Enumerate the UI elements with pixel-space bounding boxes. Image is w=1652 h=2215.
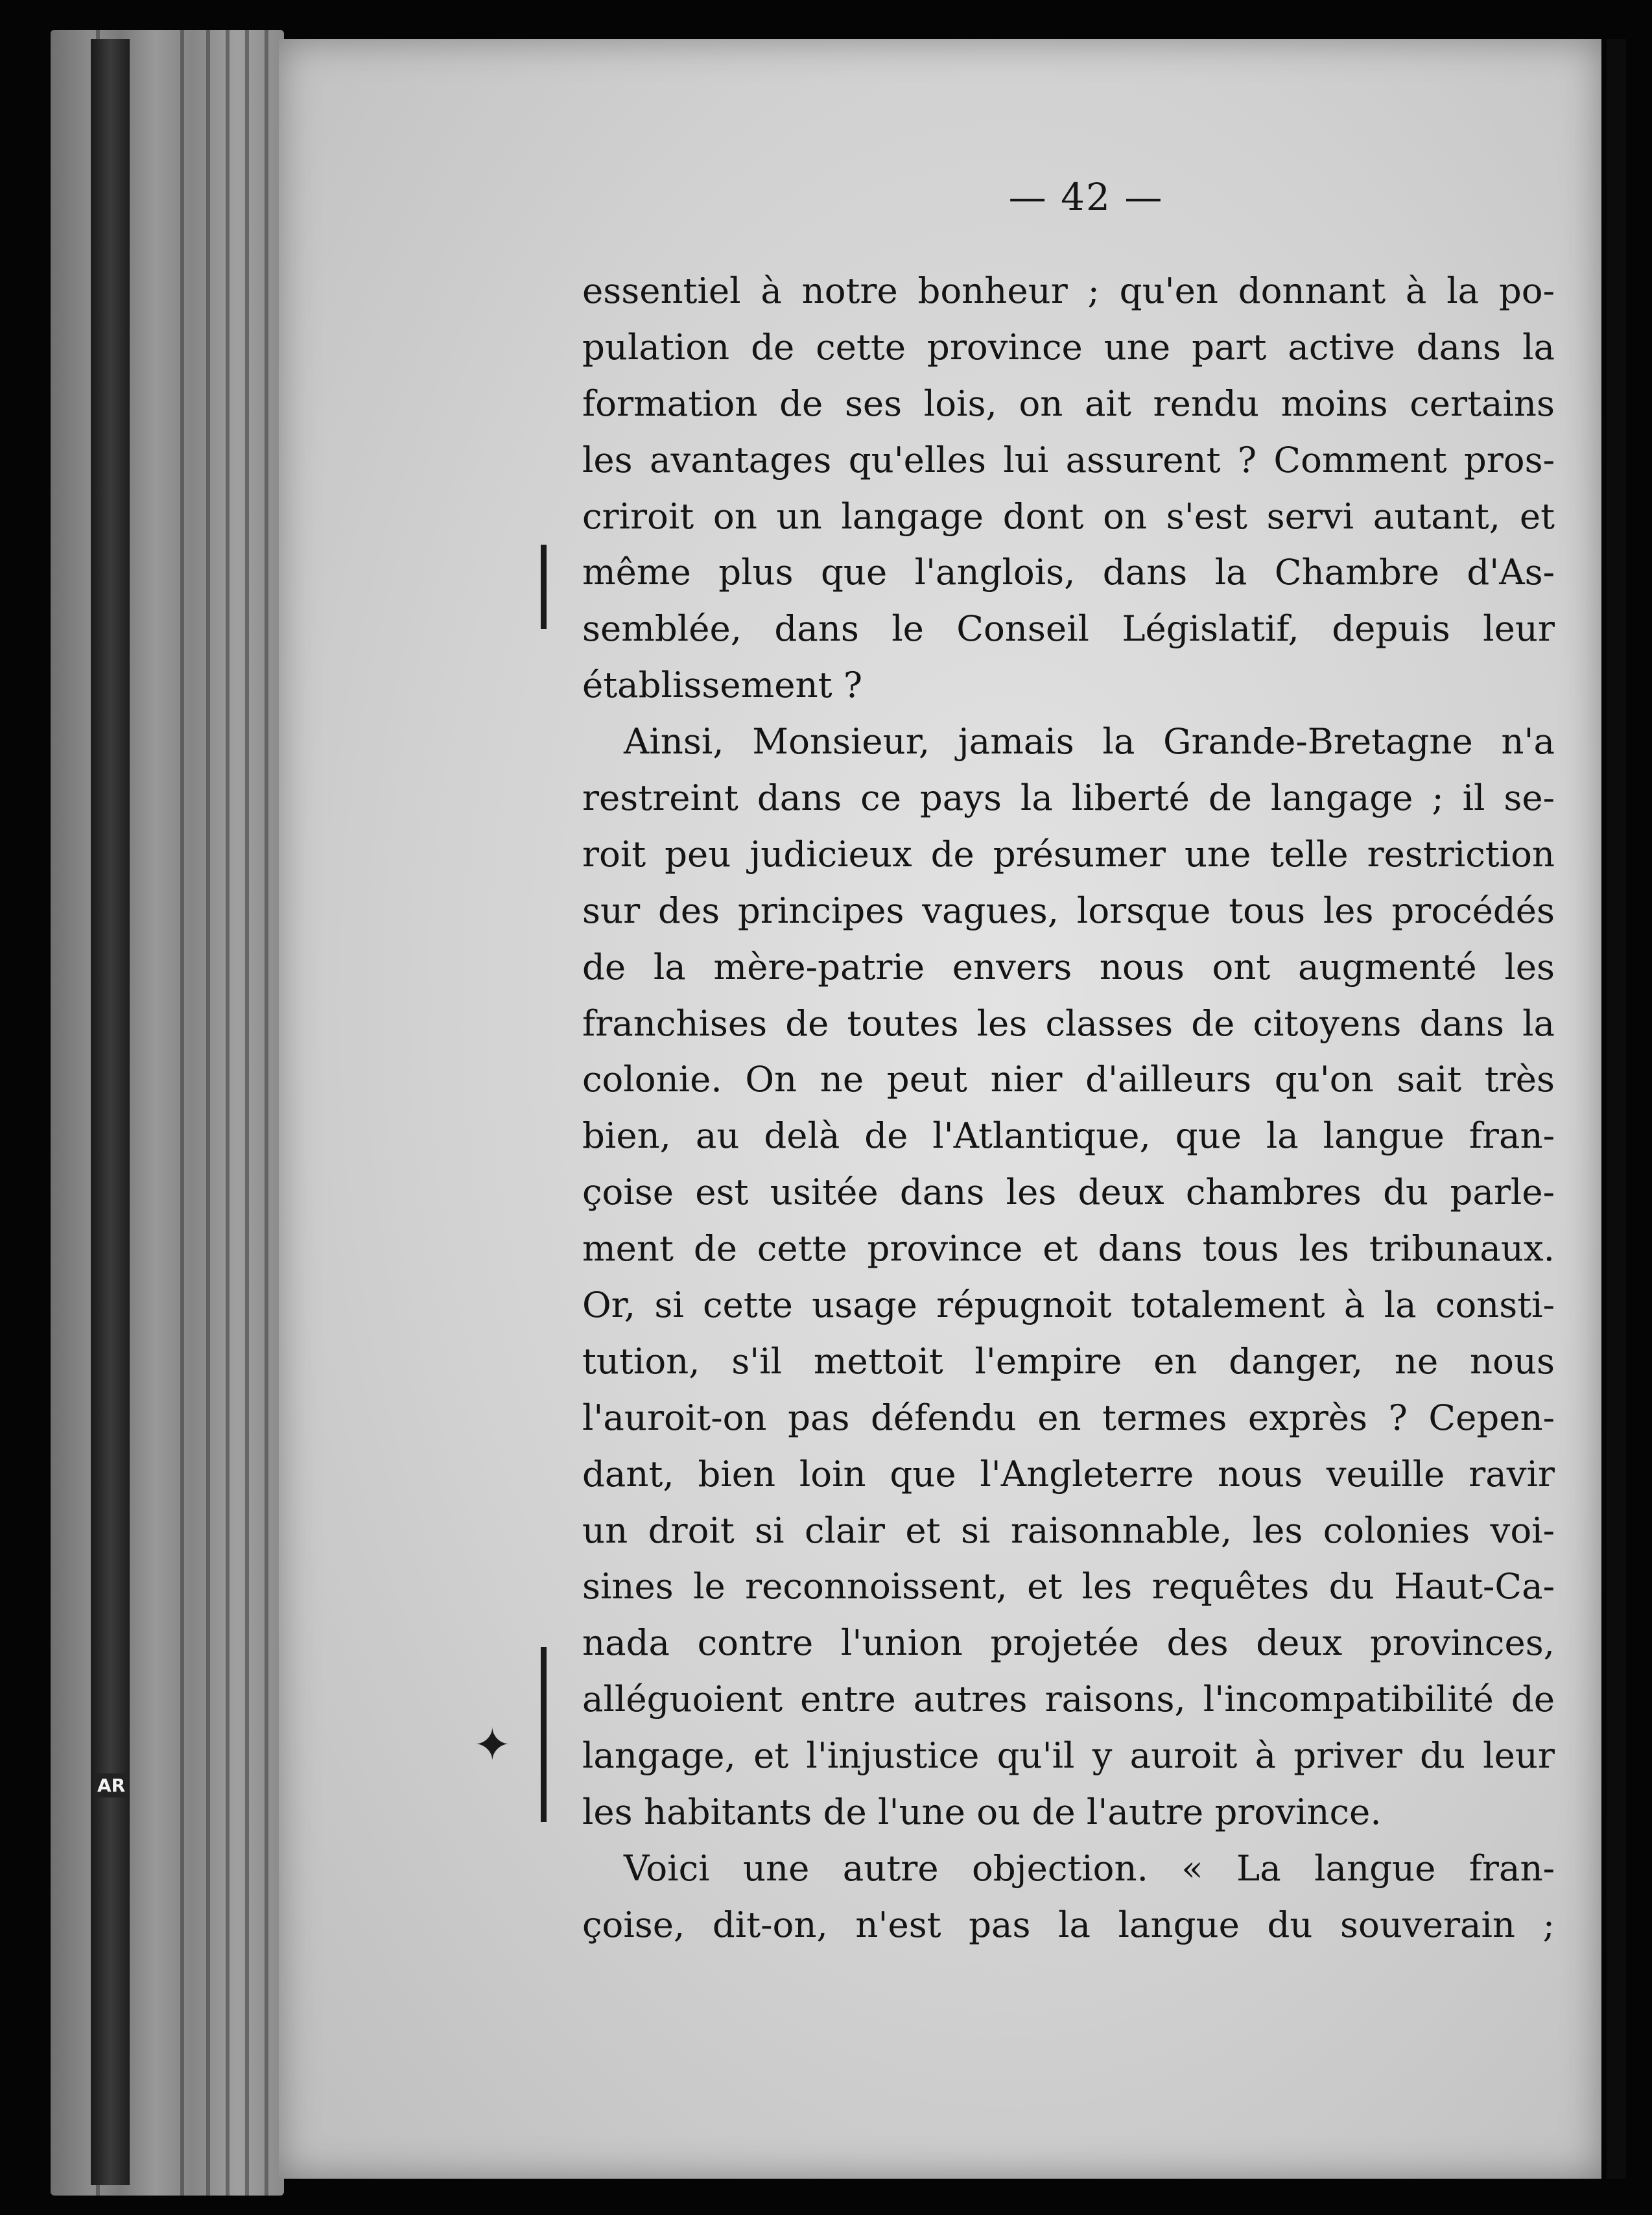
text-line: établissement ?: [582, 664, 863, 706]
text-line: bien, au delà de l'Atlantique, que la langue fran-: [582, 1115, 1555, 1157]
text-line: alléguoient entre autres raisons, l'incompatibilité de: [582, 1678, 1555, 1720]
text-line: pulation de cette province une part active dans la: [582, 326, 1555, 368]
page-number: — 42 —: [1008, 175, 1164, 219]
text-line: franchises de toutes les classes de citoyens dans la: [582, 1002, 1555, 1044]
text-line: criroit on un langage dont on s'est servi autant, et: [582, 495, 1555, 537]
margin-bracket-top: [541, 545, 547, 629]
text-line: un droit si clair et si raisonnable, les colonies voi-: [582, 1509, 1555, 1551]
page-right-edge: [1607, 39, 1626, 2179]
text-line: çoise, dit-on, n'est pas la langue du souverain ;: [582, 1903, 1555, 1945]
book-gutter: [91, 39, 130, 2185]
margin-arrow-mark: ✦: [473, 1718, 512, 1771]
text-line: semblée, dans le Conseil Législatif, depuis leur: [582, 608, 1555, 650]
text-line: même plus que l'anglois, dans la Chambre d'As-: [582, 551, 1555, 593]
text-line: restreint dans ce pays la liberté de langage ; il se-: [582, 777, 1555, 819]
edge-label: AR: [95, 1773, 128, 1797]
text-line: sur des principes vagues, lorsque tous les procédés: [582, 889, 1555, 931]
page-stack-edges: [51, 30, 284, 2196]
text-line: roit peu judicieux de présumer une telle restriction: [582, 833, 1555, 875]
text-line: çoise est usitée dans les deux chambres du parle-: [582, 1171, 1555, 1213]
text-line: Voici une autre objection. « La langue fran-: [624, 1847, 1555, 1889]
text-line: ment de cette province et dans tous les tribunaux.: [582, 1227, 1555, 1270]
text-line: les avantages qu'elles lui assurent ? Comment pros-: [582, 438, 1555, 480]
text-line: de la mère-patrie envers nous ont augmenté les: [582, 945, 1555, 988]
text-line: les habitants de l'une ou de l'autre province.: [582, 1791, 1382, 1833]
body-text: [582, 263, 1555, 1953]
text-line: sines le reconnoissent, et les requêtes du Haut-Ca-: [582, 1565, 1555, 1607]
margin-bracket-bottom: [541, 1647, 547, 1822]
text-line: formation de ses lois, on ait rendu moins certains: [582, 382, 1555, 424]
text-line: Ainsi, Monsieur, jamais la Grande-Bretagne n'a: [624, 720, 1555, 763]
text-line: essentiel à notre bonheur ; qu'en donnant à la po-: [582, 270, 1555, 311]
text-line: colonie. On ne peut nier d'ailleurs qu'on sait très: [582, 1058, 1555, 1100]
text-line: nada contre l'union projetée des deux provinces,: [582, 1622, 1555, 1664]
text-line: langage, et l'injustice qu'il y auroit à priver du leur: [582, 1735, 1555, 1777]
text-line: Or, si cette usage répugnoit totalement à la consti-: [582, 1284, 1555, 1326]
text-line: dant, bien loin que l'Angleterre nous veuille ravir: [582, 1452, 1555, 1495]
text-line: tution, s'il mettoit l'empire en danger, ne nous: [582, 1340, 1555, 1382]
text-line: l'auroit-on pas défendu en termes exprès ? Cepen-: [582, 1396, 1555, 1438]
